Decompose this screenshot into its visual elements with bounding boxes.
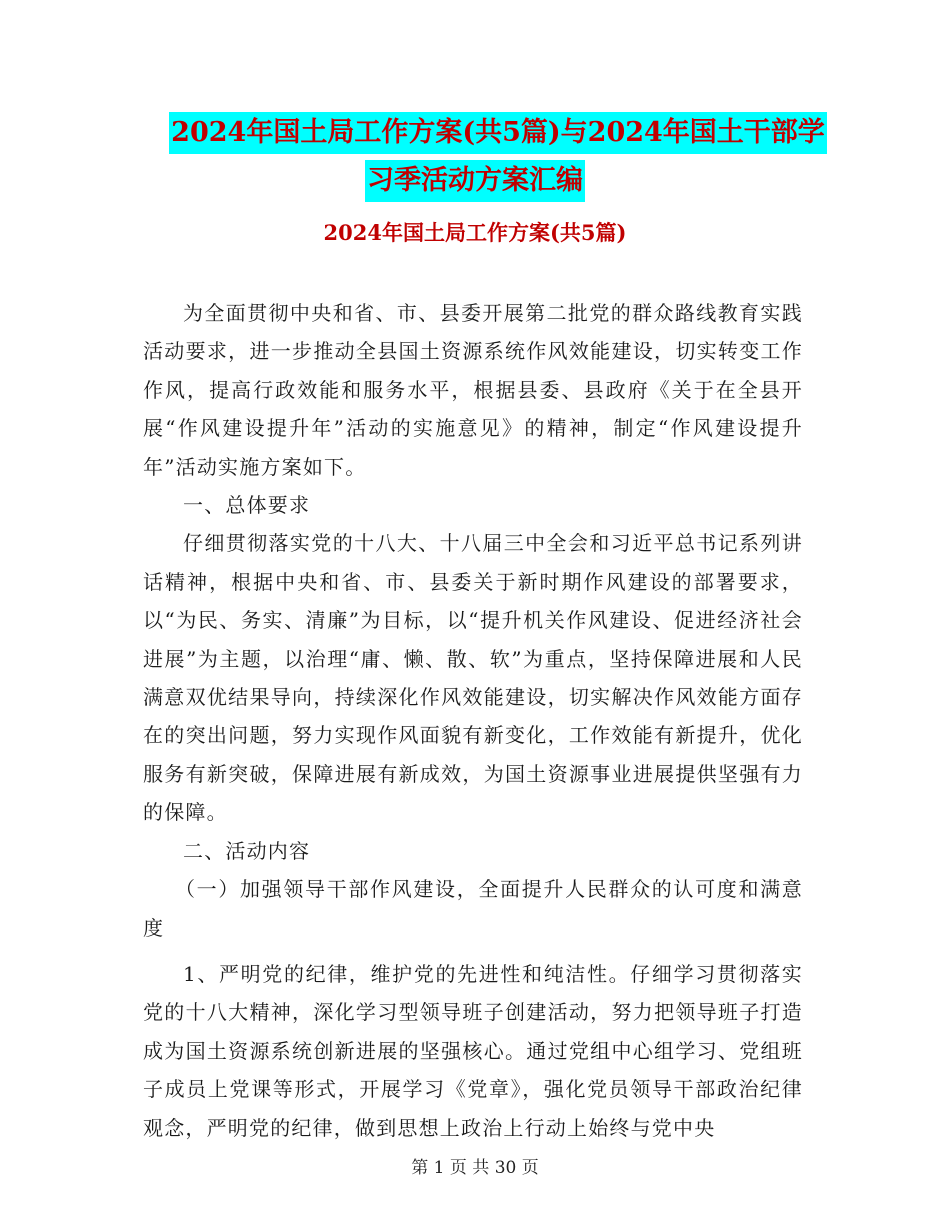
section-2-subheading: （一）加强领导干部作风建设，全面提升人民群众的认可度和满意度 [143, 877, 803, 940]
section-1-heading: 一、总体要求 [183, 493, 311, 518]
document-title [0, 112, 950, 202]
document-title-line-1: 2024年国土局工作方案(共5篇)与2024年国土干部学 [169, 112, 827, 154]
section-title: 2024年国土局工作方案(共5篇) [323, 220, 627, 245]
page-footer: 第 1 页 共 30 页 [411, 1158, 539, 1178]
document-title-line-2: 习季活动方案汇编 [365, 160, 585, 202]
section-1-paragraph: 仔细贯彻落实党的十八大、十八届三中全会和习近平总书记系列讲话精神，根据中央和省、市、县委关于新时期作风建设的部署要求，以“为民、务实、清廉”为目标，以“提升机关作风建设、促进经济社会进展”为主题，以治理“庸、懒、散、软”为重点，坚持保障进展和人民满意双优结果导向，持续深化作风效能建设，切实解决作风效能方面存在的突出问题，努力实现作风面貌有新变化，工作效能有新提升，优化服务有新突破，保障进展有新成效，为国土资源事业进展提供坚强有力的保障。 [143, 531, 803, 825]
document-body [143, 294, 803, 1147]
intro-paragraph: 为全面贯彻中央和省、市、县委开展第二批党的群众路线教育实践活动要求，进一步推动全县国土资源系统作风效能建设，切实转变工作作风，提高行政效能和服务水平，根据县委、县政府《关于在全县开展“作风建设提升年”活动的实施意见》的精神，制定“作风建设提升年”活动实施方案如下。 [143, 301, 803, 479]
section-2-heading: 二、活动内容 [183, 838, 311, 863]
section-2-item-1: 1、严明党的纪律，维护党的先进性和纯洁性。仔细学习贯彻落实党的十八大精神，深化学习型领导班子创建活动，努力把领导班子打造成为国土资源系统创新进展的坚强核心。通过党组中心组学习、党组班子成员上党课等形式，开展学习《党章》，强化党员领导干部政治纪律观念，严明党的纪律，做到思想上政治上行动上始终与党中央 [143, 961, 803, 1140]
